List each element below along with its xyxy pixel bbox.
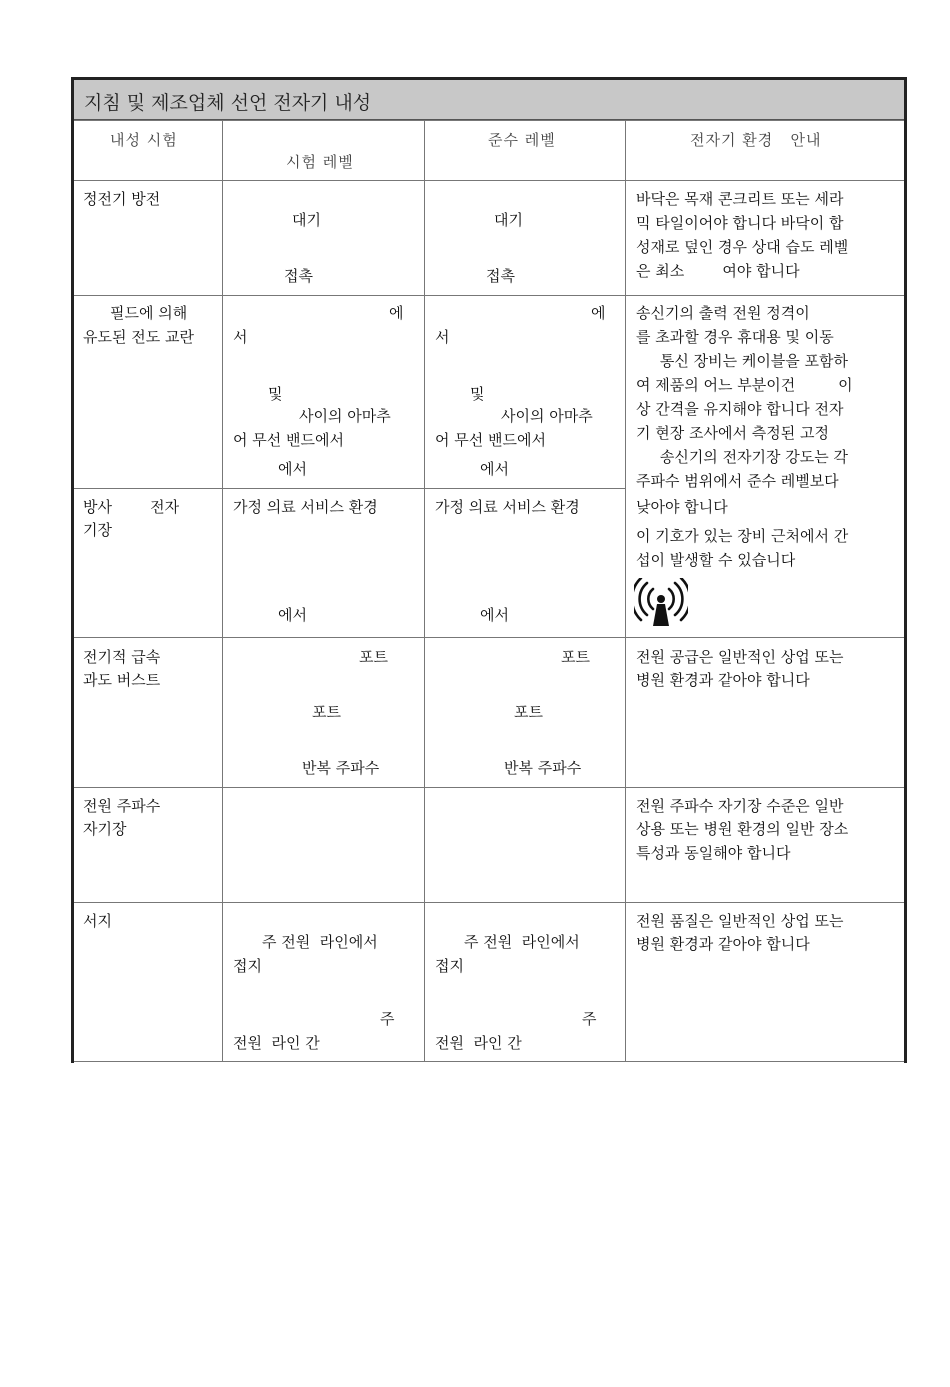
non-ionizing-radiation-icon <box>634 578 688 628</box>
rf-env-line: 낮아야 합니다 <box>636 498 728 516</box>
row-name-esd: 정전기 방전 <box>83 190 161 208</box>
rf-env-line: 이 기호가 있는 장비 근처에서 간 <box>636 527 849 545</box>
rf-env-line: 기 현장 조사에서 측정된 고정 <box>636 424 829 442</box>
esd-level-air: 대기 <box>292 211 321 229</box>
row-name-surge: 서지 <box>83 912 112 930</box>
surge-level-line: 주 전원 라인에서 <box>262 933 378 951</box>
radiated-comp-line: 에서 <box>480 606 509 624</box>
rf-env-line: 통신 장비는 케이블을 포함하 <box>636 352 849 370</box>
radiated-comp-line: 가정 의료 서비스 환경 <box>435 498 580 516</box>
conducted-comp-line: 에 <box>591 304 606 322</box>
conducted-level-line: 어 무선 밴드에서 <box>233 431 344 449</box>
rf-env-line: 상 간격을 유지해야 합니다 전자 <box>636 400 844 418</box>
pf-env-line: 전원 주파수 자기장 수준은 일반 <box>636 797 844 815</box>
conducted-comp-line: 및 <box>470 385 485 403</box>
conducted-level-line: 사이의 아마추 <box>299 407 391 425</box>
radiated-level-line: 에서 <box>278 606 307 624</box>
row-name-pf-magnetic: 전원 주파수 <box>83 797 161 815</box>
row-name-radiated: 기장 <box>83 521 112 539</box>
divider <box>74 1061 904 1062</box>
divider <box>74 902 904 903</box>
conducted-comp-line: 사이의 아마추 <box>501 407 593 425</box>
table-title: 지침 및 제조업체 선언 전자기 내성 <box>84 92 372 114</box>
surge-env-line: 전원 품질은 일반적인 상업 또는 <box>636 912 844 930</box>
surge-comp-line: 주 전원 라인에서 <box>464 933 580 951</box>
row-name-radiated: 방사 전자 <box>83 498 180 516</box>
rf-env-line: 를 초과할 경우 휴대용 및 이동 <box>636 328 834 346</box>
eft-comp-line: 포트 <box>561 648 590 666</box>
rf-env-line: 여 제품의 어느 부분이건 이 <box>636 376 853 394</box>
conducted-comp-line: 에서 <box>480 460 509 478</box>
esd-comp-contact: 접촉 <box>486 267 515 285</box>
divider <box>74 180 904 181</box>
surge-level-line: 주 <box>380 1010 395 1028</box>
surge-level-line: 접지 <box>233 957 262 975</box>
divider <box>625 120 626 1061</box>
divider <box>74 637 904 638</box>
header-compliance-level: 준수 레벨 <box>488 131 556 149</box>
conducted-level-line: 서 <box>233 328 248 346</box>
esd-level-contact: 접촉 <box>284 267 313 285</box>
esd-env-line: 바닥은 목재 콘크리트 또는 세라 <box>636 190 844 208</box>
surge-comp-line: 전원 라인 간 <box>435 1034 522 1052</box>
eft-level-line: 포트 <box>312 703 341 721</box>
header-test: 내성 시험 <box>110 131 178 149</box>
row-name-conducted: 유도된 전도 교란 <box>83 328 194 346</box>
conducted-level-line: 에 <box>389 304 404 322</box>
rf-env-line: 송신기의 전자기장 강도는 각 <box>636 448 849 466</box>
pf-env-line: 상용 또는 병원 환경의 일반 장소 <box>636 820 849 838</box>
eft-comp-line: 반복 주파수 <box>504 759 582 777</box>
rf-env-line: 섭이 발생할 수 있습니다 <box>636 551 796 569</box>
rf-env-line: 주파수 범위에서 준수 레벨보다 <box>636 472 839 490</box>
esd-env-line: 성재로 덮인 경우 상대 습도 레벨 <box>636 238 849 256</box>
pf-env-line: 특성과 동일해야 합니다 <box>636 844 791 862</box>
conducted-comp-line: 어 무선 밴드에서 <box>435 431 546 449</box>
eft-env-line: 전원 공급은 일반적인 상업 또는 <box>636 648 844 666</box>
row-name-eft: 과도 버스트 <box>83 671 161 689</box>
header-environment: 전자기 환경 안내 <box>690 131 822 149</box>
surge-comp-line: 접지 <box>435 957 464 975</box>
conducted-level-line: 에서 <box>278 460 307 478</box>
surge-comp-line: 주 <box>582 1010 597 1028</box>
eft-level-line: 반복 주파수 <box>302 759 380 777</box>
divider <box>74 488 626 489</box>
conducted-comp-line: 서 <box>435 328 450 346</box>
conducted-level-line: 및 <box>268 385 283 403</box>
surge-level-line: 전원 라인 간 <box>233 1034 320 1052</box>
divider <box>424 120 425 1061</box>
divider <box>222 120 223 1061</box>
table-title-bar <box>74 80 904 120</box>
radiated-level-line: 가정 의료 서비스 환경 <box>233 498 378 516</box>
divider <box>74 295 904 296</box>
eft-level-line: 포트 <box>359 648 388 666</box>
eft-comp-line: 포트 <box>514 703 543 721</box>
row-name-eft: 전기적 급속 <box>83 648 161 666</box>
row-name-pf-magnetic: 자기장 <box>83 820 127 838</box>
surge-env-line: 병원 환경과 같아야 합니다 <box>636 935 810 953</box>
row-name-conducted: 필드에 의해 <box>110 304 188 322</box>
rf-env-line: 송신기의 출력 전원 정격이 <box>636 304 810 322</box>
esd-env-line: 믹 타일이어야 합니다 바닥이 합 <box>636 214 844 232</box>
divider <box>74 120 904 121</box>
esd-comp-air: 대기 <box>494 211 523 229</box>
esd-env-line: 은 최소 여야 합니다 <box>636 262 800 280</box>
divider <box>74 787 904 788</box>
eft-env-line: 병원 환경과 같아야 합니다 <box>636 671 810 689</box>
header-test-level: 시험 레벨 <box>286 153 354 171</box>
